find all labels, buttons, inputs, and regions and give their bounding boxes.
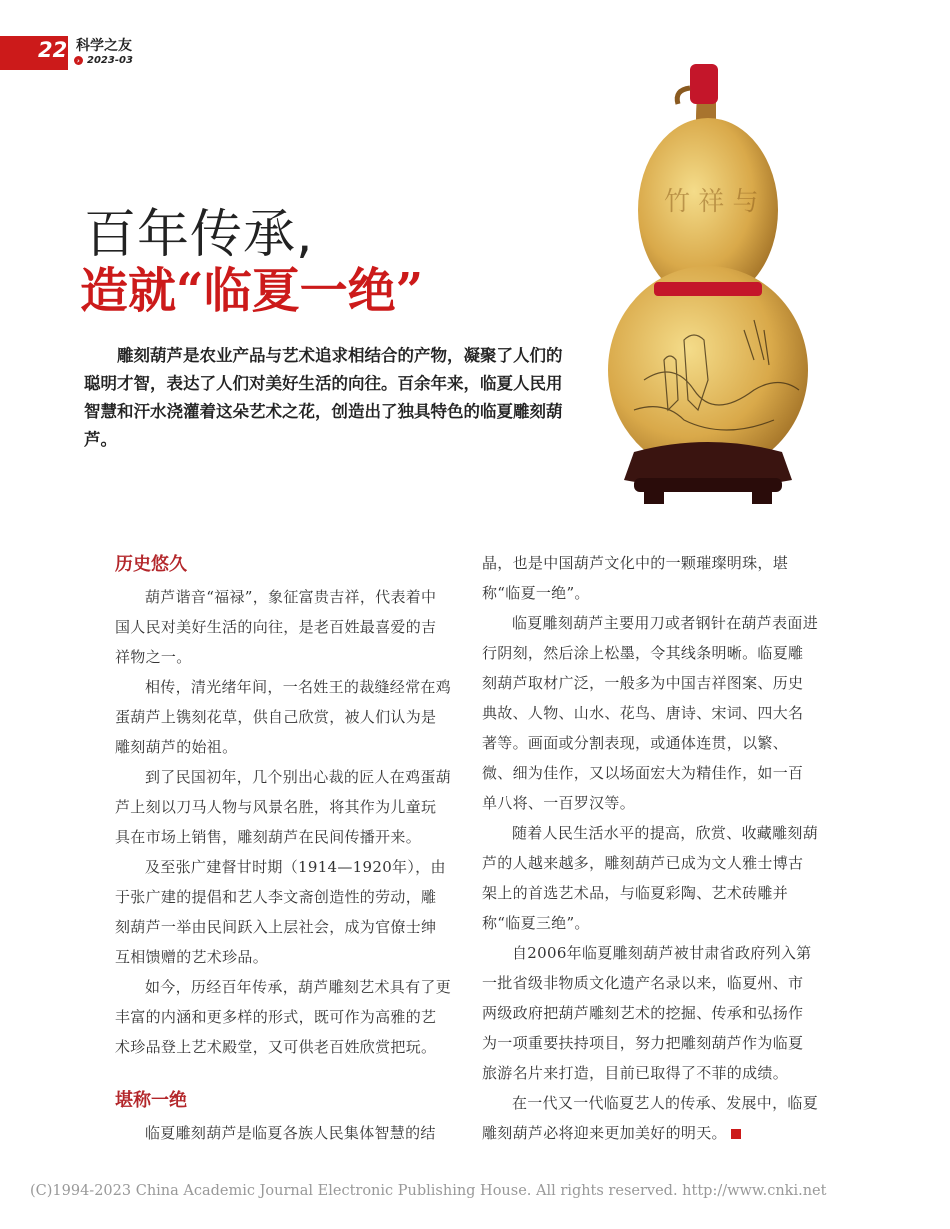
end-mark-icon <box>731 1129 741 1139</box>
section-heading-history: 历史悠久 <box>115 554 187 575</box>
paragraph: 随着人民生活水平的提高，欣赏、收藏雕刻葫芦的人越来越多，雕刻葫芦已成为文人雅士博古架上的首选艺术品，与临夏彩陶、艺术砖雕并称“临夏三绝”。 <box>482 824 819 932</box>
paragraph: 相传，清光绪年间，一名姓王的裁缝经常在鸡蛋葫芦上镌刻花草，供自己欣赏，被人们认为是雕刻葫芦的始祖。 <box>115 678 452 756</box>
paragraph: 葫芦谐音“福禄”，象征富贵吉祥，代表着中国人民对美好生活的向往，是老百姓最喜爱的吉祥物之一。 <box>115 588 437 666</box>
paragraph: 临夏雕刻葫芦主要用刀或者钢针在葫芦表面进行阴刻，然后涂上松墨，令其线条明晰。临夏雕刻葫芦取材广泛，一般多为中国吉祥图案、历史典故、人物、山水、花鸟、唐诗、宋词、四大名著等。画面或分割表现，或通体连贯，以繁、微、细为佳作，又以场面宏大为精佳作，如一百单八将、一百罗汉等。 <box>482 614 819 812</box>
issue-info <box>74 55 133 66</box>
issue-date: 2023-03 <box>87 55 133 66</box>
arrow-bullet-icon: › <box>74 56 83 65</box>
carved-gourd-image <box>604 60 808 510</box>
paragraph: 及至张广建督甘时期（1914—1920年），由于张广建的提倡和艺人李文斋创造性的劳动，雕刻葫芦一举由民间跃入上层社会，成为官僚士绅互相馈赠的艺术珍品。 <box>115 858 446 966</box>
paragraph-continued: 晶，也是中国葫芦文化中的一颗璀璨明珠，堪称“临夏一绝”。 <box>482 554 789 602</box>
intro-paragraph: 雕刻葫芦是农业产品与艺术追求相结合的产物，凝聚了人们的聪明才智，表达了人们对美好生活的向往。百余年来，临夏人民用智慧和汗水浇灌着这朵艺术之花，创造出了独具特色的临夏雕刻葫芦。 <box>84 346 563 449</box>
paragraph: 如今，历经百年传承，葫芦雕刻艺术具有了更丰富的内涵和更多样的形式，既可作为高雅的艺术珍品登上艺术殿堂，又可供老百姓欣赏把玩。 <box>115 978 452 1056</box>
title-line-2: 造就“临夏一绝” <box>80 263 424 319</box>
paragraph: 到了民国初年，几个别出心裁的匠人在鸡蛋葫芦上刻以刀马人物与风景名胜，将其作为儿童玩具在市场上销售，雕刻葫芦在民间传播开来。 <box>115 768 452 846</box>
left-column <box>115 548 451 1148</box>
right-column <box>482 548 818 1148</box>
paragraph: 自2006年临夏雕刻葫芦被甘肃省政府列入第一批省级非物质文化遗产名录以来，临夏州、市两级政府把葫芦雕刻艺术的挖掘、传承和弘扬作为一项重要扶持项目，努力把雕刻葫芦作为临夏旅游名片来打造，目前已取得了不菲的成绩。 <box>482 944 812 1082</box>
paragraph: 临夏雕刻葫芦是临夏各族人民集体智慧的结 <box>145 1124 436 1142</box>
section-heading-unique: 堪称一绝 <box>115 1090 187 1111</box>
final-text: 在一代又一代临夏艺人的传承、发展中，临夏雕刻葫芦必将迎来更加美好的明天。 <box>482 1094 819 1142</box>
paragraph-final <box>482 1088 818 1148</box>
journal-name: 科学之友 <box>76 38 132 54</box>
page-number: 22 <box>38 38 68 62</box>
copyright-footer: (C)1994-2023 China Academic Journal Electronic Publishing House. All rights reserved. http://www.cnki.net <box>30 1183 827 1199</box>
svg-text:竹 祥 与: 竹 祥 与 <box>664 187 759 217</box>
title-line-1: 百年传承, <box>84 205 314 265</box>
